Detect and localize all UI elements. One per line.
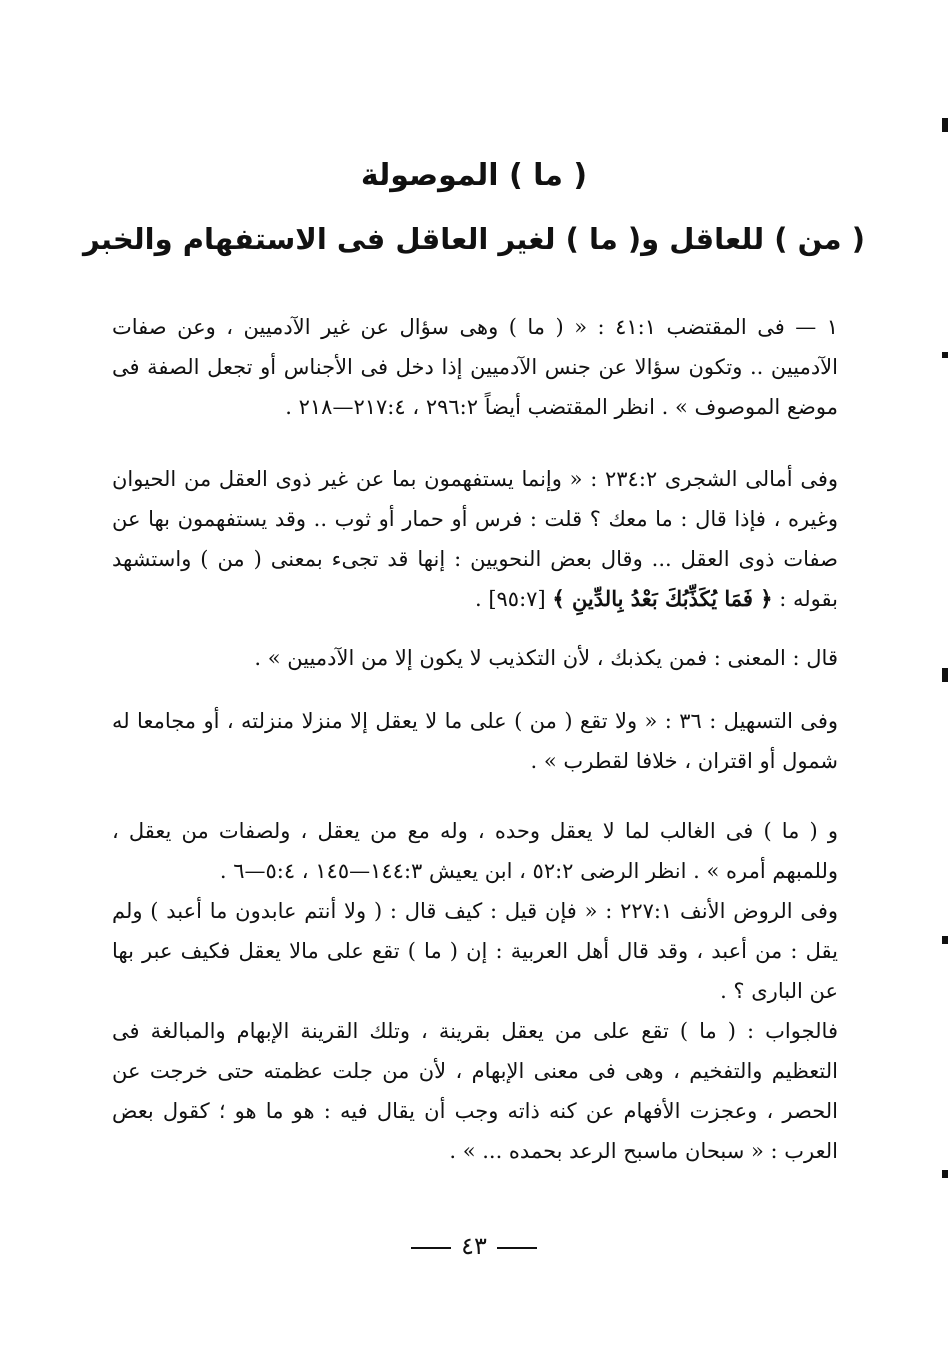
section-3-text	[112, 701, 838, 781]
quran-verse: ﴿ فَمَا يُكَذِّبُكَ بَعْدُ بِالدِّينِ ﴾	[552, 586, 773, 611]
paragraph-1: ١ — فى المقتضب ٤١:١ : « ( ما ) وهى سؤال عن غير الآدميين ، وعن صفات الآدميين .. وتكون سؤالا عن جنس الآدميين إذا دخل فى الأجناس أو تجعل الصفة فى موضع الموصوف » . انظر المقتضب أيضاً ٢٩٦:٢ ، ٢١٧:٤—٢١٨ .	[112, 315, 838, 419]
page-subtitle: ( من ) للعاقل و( ما ) لغير العاقل فى الاستفهام والخبر	[83, 222, 865, 256]
page-title: ( ما ) الموصولة	[360, 158, 588, 193]
scan-edge-mark	[942, 118, 948, 132]
section-4-text	[112, 811, 838, 1171]
scan-edge-mark	[942, 668, 948, 682]
paragraph-2	[112, 459, 838, 619]
page-number-dash-right	[497, 1247, 537, 1249]
paragraph-5: و ( ما ) فى الغالب لما لا يعقل وحده ، وله مع من يعقل ، ولصفات من يعقل ، وللمبهم أمره » . انظر الرضى ٥٢:٢ ، ابن يعيش ١٤٤:٣—١٤٥ ، ٥:٤—٦ .	[112, 819, 838, 883]
page-number-value: ٤٣	[461, 1232, 487, 1260]
scan-edge-mark	[942, 352, 948, 358]
scan-edge-mark	[942, 1170, 948, 1178]
scan-edge-mark	[942, 936, 948, 944]
paragraph-2-text: وفى أمالى الشجرى ٢٣٤:٢ : « وإنما يستفهمون بما عن غير ذوى العقل من الحيوان وغيره ، فإذا قال : ما معك ؟ قلت : فرس أو حمار أو ثوب .. وقد يستفهمون بها عن صفات ذوى العقل ... وقال بعض النحويين : إنها قد تجىء بمعنى ( من ) واستشهد بقوله :	[112, 467, 838, 611]
verse-reference: [٩٥:٧] .	[474, 587, 546, 611]
page-number-dash-left	[411, 1247, 451, 1249]
page-number	[0, 1232, 948, 1260]
section-1-text	[112, 307, 838, 427]
paragraph-6: وفى الروض الأنف ٢٢٧:١ : « فإن قيل : كيف قال : ( ولا أنتم عابدون ما أعبد ) ولم يقل : من أعبد ، وقد قال أهل العربية : إن ( ما ) تقع على مالا يعقل فكيف عبر بها عن البارى ؟ .	[112, 899, 839, 1003]
paragraph-4: وفى التسهيل : ٣٦ : « ولا تقع ( من ) على ما لا يعقل إلا منزلا منزلته ، أو مجامعا له شمول أو اقتران ، خلافا لقطرب » .	[112, 709, 838, 773]
paragraph-7: فالجواب : ( ما ) تقع على من يعقل بقرينة ، وتلك القرينة الإبهام والمبالغة فى التعظيم والتفخيم ، وهى فى معنى الإبهام ، لأن من جلت عظمته حتى خرجت عن الحصر ، وعجزت الأفهام عن كنه ذاته وجب أن يقال فيه : هو ما هو ؛ كقول بعض العرب : « سبحان ماسبح الرعد بحمده ... » .	[112, 1019, 838, 1163]
paragraph-3: قال : المعنى : فمن يكذبك ، لأن التكذيب لا يكون إلا من الآدميين » .	[254, 646, 838, 670]
section-2-text	[112, 459, 838, 678]
